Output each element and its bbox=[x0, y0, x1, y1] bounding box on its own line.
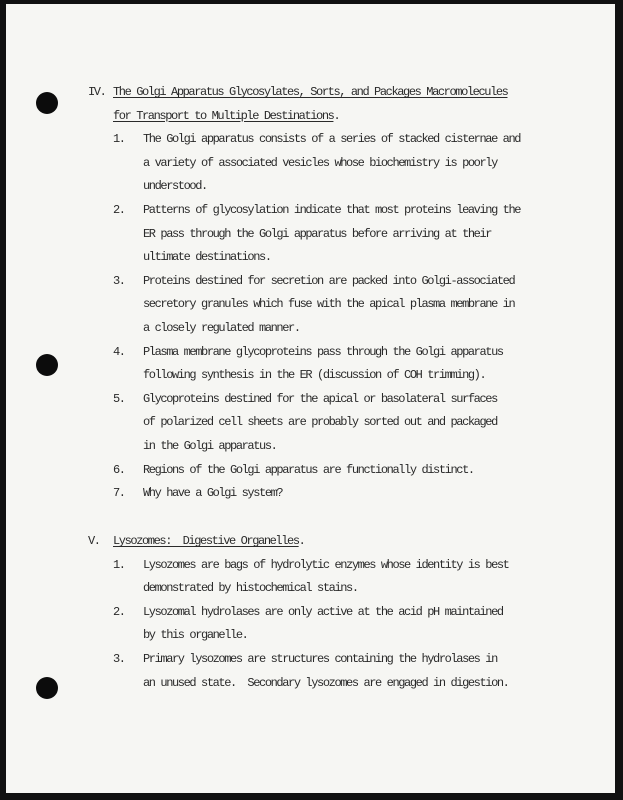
item-text: in the Golgi apparatus. bbox=[143, 439, 277, 453]
item-number: 2. bbox=[113, 604, 125, 619]
item-text: Patterns of glycosylation indicate that most proteins leaving the bbox=[143, 203, 521, 217]
item-text: by this organelle. bbox=[143, 628, 248, 643]
punch-hole bbox=[36, 354, 58, 376]
item-text: following synthesis in the ER (discussion of COH trimming). bbox=[143, 368, 486, 383]
item-text: Lysozomes are bags of hydrolytic enzymes whose identity is best bbox=[143, 557, 509, 572]
item-text: secretory granules which fuse with the apical plasma membrane in bbox=[143, 297, 515, 312]
item-text: understood. bbox=[143, 179, 207, 194]
item-number: 3. bbox=[113, 652, 125, 666]
item-text: Lysozomal hydrolases are only active at the acid pH maintained bbox=[143, 604, 503, 619]
item-text: ultimate destinations. bbox=[143, 250, 271, 265]
section-title: Lysozomes: Digestive Organelles. bbox=[113, 534, 305, 548]
item-text: The Golgi apparatus consists of a series of stacked cisternae and bbox=[143, 132, 521, 147]
item-text: of polarized cell sheets are probably sorted out and packaged bbox=[143, 415, 497, 430]
item-number: 3. bbox=[113, 273, 125, 288]
item-number: 1. bbox=[113, 132, 125, 147]
item-text: ER pass through the Golgi apparatus before arriving at their bbox=[143, 226, 492, 241]
item-text: a variety of associated vesicles whose biochemistry is poorly bbox=[143, 155, 497, 170]
section-numeral: V. bbox=[88, 534, 100, 548]
item-number: 4. bbox=[113, 344, 125, 359]
item-text: Primary lysozomes are structures containing the hydrolases in bbox=[143, 652, 497, 666]
item-number: 7. bbox=[113, 486, 125, 501]
item-number: 5. bbox=[113, 391, 125, 406]
item-text: Why have a Golgi system? bbox=[143, 486, 283, 501]
item-text: Glycoproteins destined for the apical or basolateral surfaces bbox=[143, 391, 497, 406]
section-title: The Golgi Apparatus Glycosylates, Sorts, and Packages Macromolecules bbox=[113, 85, 508, 99]
punch-hole bbox=[36, 92, 58, 114]
item-text: Regions of the Golgi apparatus are functionally distinct. bbox=[143, 462, 474, 477]
item-number: 6. bbox=[113, 462, 125, 477]
item-text: demonstrated by histochemical stains. bbox=[143, 581, 358, 596]
section-title: for Transport to Multiple Destinations. bbox=[113, 108, 340, 123]
item-text: Proteins destined for secretion are packed into Golgi-associated bbox=[143, 273, 515, 288]
item-text: Plasma membrane glycoproteins pass through the Golgi apparatus bbox=[143, 344, 503, 359]
punch-hole bbox=[36, 677, 58, 699]
item-text: a closely regulated manner. bbox=[143, 321, 300, 335]
item-text: an unused state. Secondary lysozomes are engaged in digestion. bbox=[143, 675, 509, 690]
section-numeral: IV. bbox=[88, 85, 106, 99]
item-number: 2. bbox=[113, 203, 125, 217]
item-number: 1. bbox=[113, 557, 125, 572]
